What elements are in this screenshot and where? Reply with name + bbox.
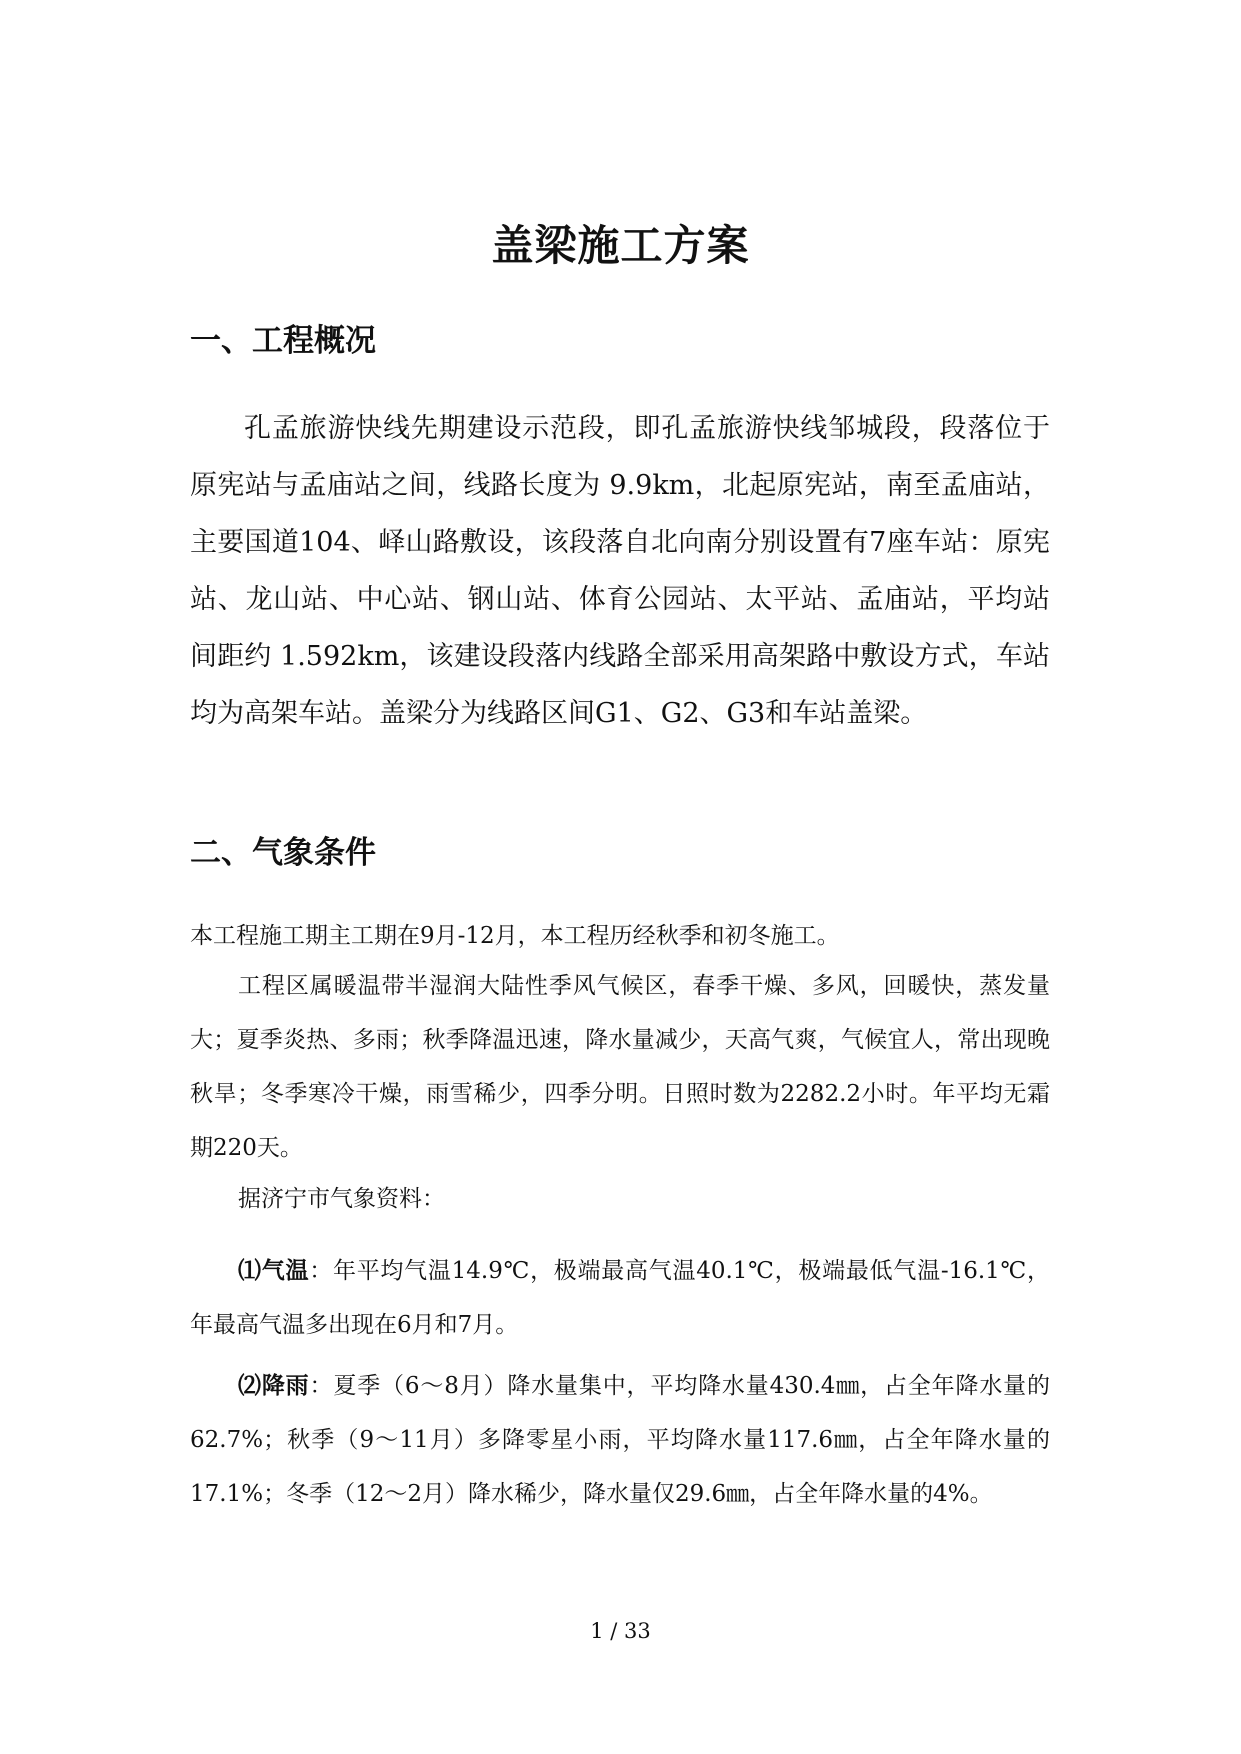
temperature-label: ⑴气温 <box>238 1258 310 1284</box>
page-number: 1 / 33 <box>590 1619 651 1643</box>
construction-period-paragraph: 本工程施工期主工期在9月-12月，本工程历经秋季和初冬施工。 <box>190 923 840 949</box>
rainfall-paragraph <box>190 1359 1050 1521</box>
climate-paragraph: 工程区属暖温带半湿润大陆性季风气候区，春季干燥、多风，回暖快，蒸发量大；夏季炎热、多雨；秋季降温迅速，降水量减少，天高气爽，气候宜人，常出现晚秋旱；冬季寒冷干燥，雨雪稀少，四季分明。日照时数为2282.2小时。年平均无霜期220天。 <box>190 973 1050 1161</box>
document-title: 盖梁施工方案 <box>491 221 750 270</box>
temperature-paragraph <box>190 1244 1050 1352</box>
section-heading-weather-conditions: 二、气象条件 <box>190 835 376 871</box>
temperature-text: ：年平均气温14.9℃，极端最高气温40.1℃，极端最低气温-16.1℃，年最高气温多出现在6月和7月。 <box>190 1258 1051 1338</box>
weather-source-paragraph: 据济宁市气象资料： <box>238 1186 445 1212</box>
rainfall-label: ⑵降雨 <box>238 1373 310 1399</box>
rainfall-text: ：夏季（6～8月）降水量集中，平均降水量430.4㎜，占全年降水量的62.7%；秋季（9～11月）多降零星小雨，平均降水量117.6㎜，占全年降水量的17.1%；冬季（12～2月）降水稀少，降水量仅29.6㎜，占全年降水量的4%。 <box>190 1373 1050 1507</box>
section-heading-project-overview: 一、工程概况 <box>190 323 376 359</box>
project-overview-paragraph: 孔孟旅游快线先期建设示范段，即孔孟旅游快线邹城段，段落位于原宪站与孟庙站之间，线路长度为 9.9km，北起原宪站，南至孟庙站，主要国道104、峄山路敷设，该段落自北向南分别设置有7座车站：原宪站、龙山站、中心站、钢山站、体育公园站、太平站、孟庙站，平均站间距约 1.592km，该建设段落内线路全部采用高架路中敷设方式，车站均为高架车站。盖梁分为线路区间G1、G2、G3和车站盖梁。 <box>190 413 1050 729</box>
